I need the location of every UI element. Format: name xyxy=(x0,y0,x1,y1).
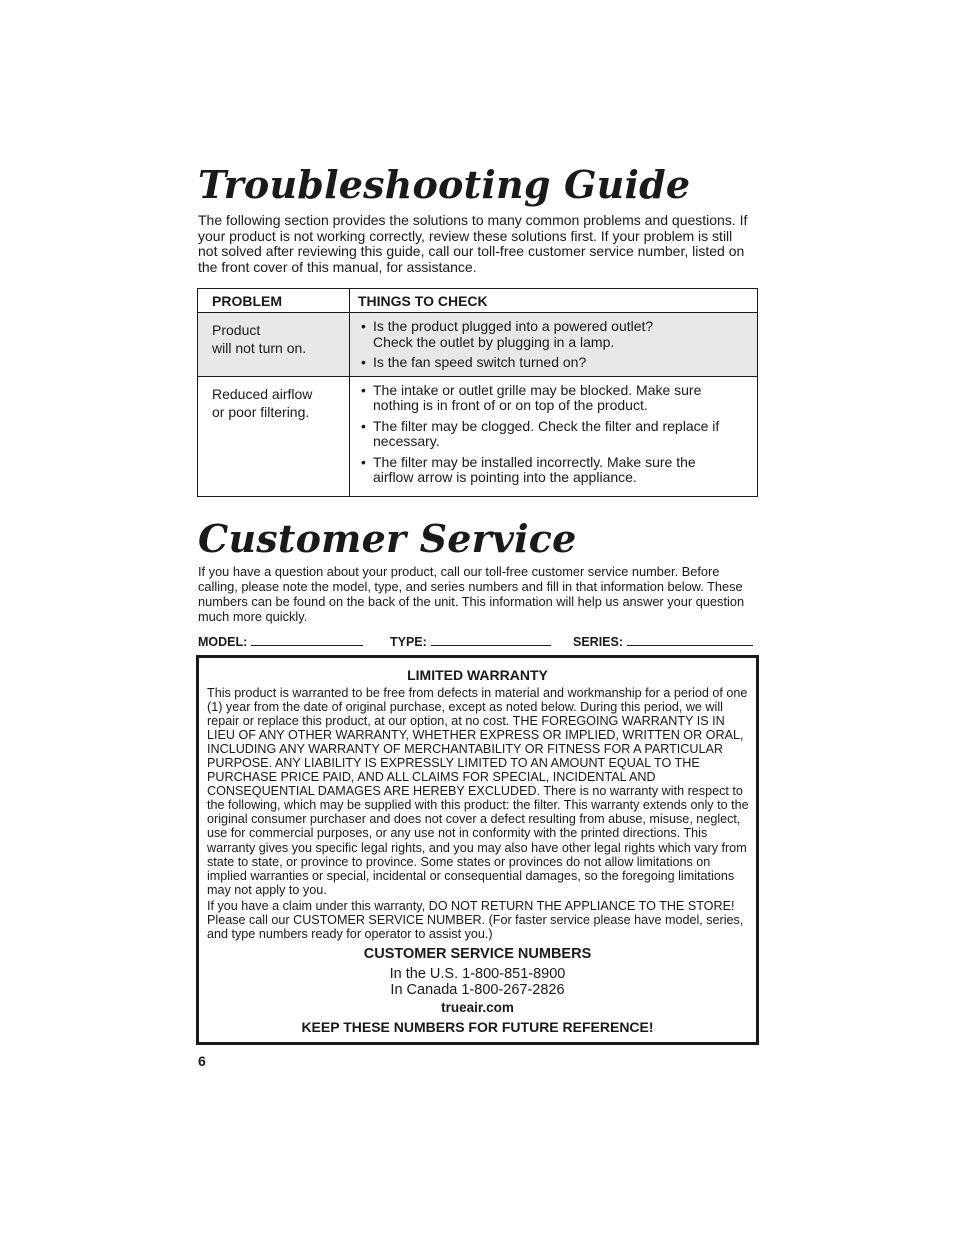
check-item: • The filter may be installed incorrectly. Make sure the airflow arrow is pointing into the appliance. xyxy=(358,455,733,486)
troubleshooting-table xyxy=(197,288,758,497)
table-header-row xyxy=(198,289,758,313)
service-numbers-title: CUSTOMER SERVICE NUMBERS xyxy=(363,946,592,962)
check-item: • Is the product plugged into a powered outlet? Check the outlet by plugging in a lamp. xyxy=(358,319,673,350)
troubleshooting-title: Troubleshooting Guide xyxy=(198,162,691,207)
warranty-title: LIMITED WARRANTY xyxy=(407,667,548,683)
problem-text: Product will not turn on. xyxy=(212,322,307,356)
table-row xyxy=(198,313,758,377)
header-things-to-check: THINGS TO CHECK xyxy=(350,289,758,313)
type-blank xyxy=(431,633,551,646)
problem-cell xyxy=(198,376,350,496)
warranty-body: This product is warranted to be free from defects in material and workmanship for a period of one (1) year from the date of original purchase, except as noted below. During this period, we will repair or replace this product, at our option, at no cost. THE FOREGOING WARRANTY IS IN LIEU OF ANY OTHER WARRANTY, WHETHER EXPRESS OR IMPLIED, WRITTEN OR ORAL, INCLUDING ANY WARRANTY OF MERCHANTABILITY OR FITNESS FOR A PARTICULAR PURPOSE. ANY LIABILITY IS EXPRESSLY LIMITED TO AN AMOUNT EQUAL TO THE PURCHASE PRICE PAID, AND ALL CLAIMS FOR SPECIAL, INCIDENTAL AND CONSEQUENTIAL DAMAGES ARE HEREBY EXCLUDED. There is no warranty with respect to the following, which may be supplied with this product: the filter. This warranty extends only to the original consumer purchaser and does not cover a defect resulting from abuse, misuse, neglect, use for commercial purposes, or any use not in conformity with the printed directions. This warranty gives you specific legal rights, and you may also have other legal rights which vary from state to state, or province to province. Some states or provinces do not allow limitations on implied warranties or special, incidental or consequential damages, so the foregoing limitations may not apply to you. xyxy=(207,686,749,897)
type-label: TYPE: xyxy=(390,635,427,649)
website: trueair.com xyxy=(441,1000,514,1015)
check-list xyxy=(358,319,747,371)
header-problem: PROBLEM xyxy=(198,289,350,313)
check-item: • Is the fan speed switch turned on? xyxy=(358,355,747,371)
model-blank xyxy=(251,633,363,646)
problem-text: Reduced airflow or poor filtering. xyxy=(212,385,313,420)
model-field xyxy=(198,633,363,649)
checks-cell xyxy=(350,313,758,377)
limited-warranty-box xyxy=(196,655,759,1045)
model-label: MODEL: xyxy=(198,635,248,649)
page-number: 6 xyxy=(198,1053,206,1069)
checks-cell xyxy=(350,376,758,496)
series-field xyxy=(573,633,753,649)
type-field xyxy=(390,633,551,649)
us-phone: In the U.S. 1-800-851-8900 xyxy=(389,966,566,982)
check-list xyxy=(358,383,747,486)
problem-cell xyxy=(198,313,350,377)
canada-phone: In Canada 1-800-267-2826 xyxy=(390,982,565,998)
troubleshooting-intro: The following section provides the solutions to many common problems and questions. If your product is not working correctly, review these solutions first. If your problem is still not solved after reviewing this guide, call our toll-free customer service number, listed on the front cover of this manual, for assistance. xyxy=(198,212,748,275)
warranty-claim: If you have a claim under this warranty, DO NOT RETURN THE APPLIANCE TO THE STORE! Please call our CUSTOMER SERVICE NUMBER. (For faster service please have model, series, and type numbers ready for operator to assist you.) xyxy=(207,899,744,942)
customer-service-title: Customer Service xyxy=(198,516,577,561)
customer-service-intro: If you have a question about your product, call our toll-free customer service number. Before calling, please note the model, type, and series numbers and fill in that information below. These numbers can be found on the back of the unit. This information will help us answer your question much more quickly. xyxy=(198,564,745,624)
check-item: • The filter may be clogged. Check the filter and replace if necessary. xyxy=(358,419,747,450)
series-blank xyxy=(627,633,753,646)
keep-numbers-note: KEEP THESE NUMBERS FOR FUTURE REFERENCE! xyxy=(301,1019,654,1035)
check-item: • The intake or outlet grille may be blocked. Make sure nothing is in front of or on top of the product. xyxy=(358,383,738,414)
series-label: SERIES: xyxy=(573,635,624,649)
table-row xyxy=(198,376,758,496)
